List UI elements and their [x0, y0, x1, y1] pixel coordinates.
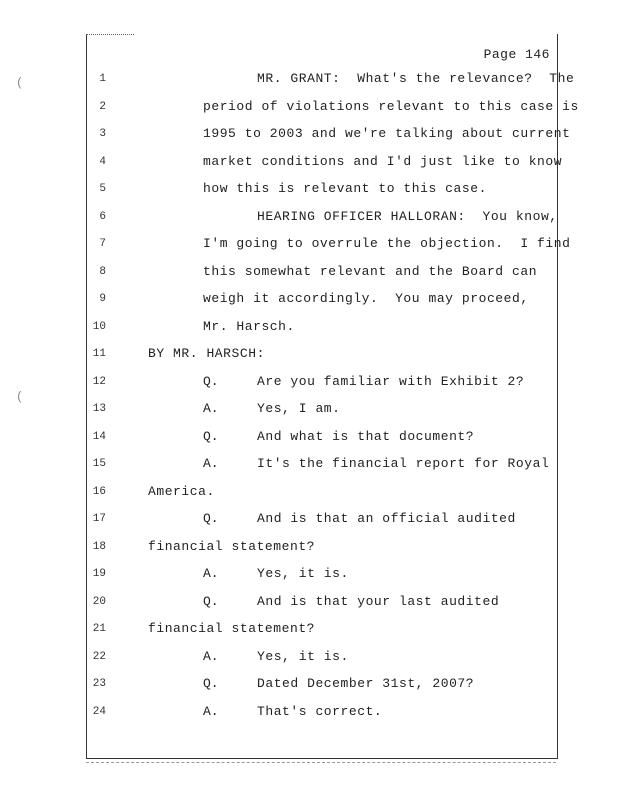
- line-text: 1995 to 2003 and we're talking about current: [203, 126, 571, 141]
- transcript-line: [0, 209, 618, 227]
- qa-marker: Q.: [203, 373, 219, 389]
- line-text: this somewhat relevant and the Board can: [203, 263, 538, 279]
- line-text: BY MR. HARSCH:: [148, 346, 265, 361]
- qa-marker: Q.: [203, 428, 219, 444]
- qa-marker: A.: [203, 703, 219, 719]
- transcript-line: [0, 511, 618, 529]
- line-number: 2: [99, 100, 106, 113]
- line-text: financial statement?: [148, 621, 316, 636]
- transcript-line: [0, 236, 618, 254]
- bottom-scan-line: [86, 762, 556, 763]
- transcript-line: [0, 594, 618, 612]
- transcript-line: [0, 676, 618, 694]
- transcript-line: [0, 484, 618, 502]
- line-text: I'm going to overrule the objection. I find: [203, 236, 571, 251]
- line-number: 18: [92, 540, 106, 553]
- line-text: Mr. Harsch.: [203, 318, 295, 334]
- line-number: 13: [92, 403, 106, 415]
- line-number: 16: [92, 485, 106, 498]
- line-text: Yes, I am.: [257, 401, 341, 416]
- qa-marker: Q.: [203, 511, 219, 526]
- line-number: 8: [99, 265, 106, 278]
- transcript-line: [0, 649, 618, 667]
- margin-scan-artifact: (: [16, 390, 24, 404]
- line-number: 6: [99, 210, 106, 223]
- qa-marker: Q.: [203, 676, 219, 691]
- line-text: Yes, it is.: [257, 566, 349, 581]
- line-number: 14: [92, 430, 106, 443]
- line-text: MR. GRANT: What's the relevance? The: [257, 71, 575, 86]
- line-number: 22: [92, 650, 106, 663]
- line-number: 9: [99, 293, 106, 305]
- transcript-line: [0, 346, 618, 364]
- line-text: Dated December 31st, 2007?: [257, 676, 475, 691]
- qa-marker: Q.: [203, 593, 219, 609]
- qa-marker: A.: [203, 648, 219, 664]
- line-text: That's correct.: [257, 703, 383, 719]
- transcript-line: [0, 71, 618, 89]
- transcript-line: [0, 126, 618, 144]
- line-number: 17: [92, 513, 106, 525]
- top-edge-mark: [86, 34, 134, 35]
- line-number: 21: [92, 623, 106, 635]
- line-text: period of violations relevant to this case is: [203, 98, 579, 114]
- line-text: And what is that document?: [257, 428, 475, 444]
- qa-marker: A.: [203, 456, 219, 471]
- page-number-header: Page 146: [483, 47, 550, 62]
- qa-marker: A.: [203, 566, 219, 581]
- line-text: weigh it accordingly. You may proceed,: [203, 291, 529, 306]
- line-text: HEARING OFFICER HALLORAN: You know,: [257, 208, 558, 224]
- line-text: America.: [148, 483, 215, 499]
- line-number: 5: [99, 183, 106, 195]
- transcript-line: [0, 621, 618, 639]
- line-text: And is that an official audited: [257, 511, 516, 526]
- line-text: financial statement?: [148, 538, 316, 554]
- line-text: And is that your last audited: [257, 593, 500, 609]
- line-text: It's the financial report for Royal: [257, 456, 550, 471]
- line-number: 15: [92, 458, 106, 470]
- line-number: 3: [99, 128, 106, 140]
- transcript-line: [0, 264, 618, 282]
- line-text: Are you familiar with Exhibit 2?: [257, 373, 525, 389]
- line-number: 19: [92, 568, 106, 580]
- line-number: 12: [92, 375, 106, 388]
- line-text: market conditions and I'd just like to know: [203, 153, 563, 169]
- transcript-line: [0, 99, 618, 117]
- qa-marker: A.: [203, 401, 219, 416]
- transcript-line: [0, 704, 618, 722]
- line-number: 1: [99, 73, 106, 85]
- margin-scan-artifact: (: [16, 76, 24, 90]
- transcript-line: [0, 401, 618, 419]
- transcript-line: [0, 181, 618, 199]
- line-number: 4: [99, 155, 106, 168]
- transcript-line: [0, 456, 618, 474]
- transcript-line: [0, 429, 618, 447]
- line-text: how this is relevant to this case.: [203, 181, 487, 196]
- line-number: 20: [92, 595, 106, 608]
- transcript-line: [0, 566, 618, 584]
- transcript-line: [0, 319, 618, 337]
- line-number: 10: [92, 320, 106, 333]
- transcript-line: [0, 291, 618, 309]
- line-number: 24: [92, 705, 106, 718]
- line-text: Yes, it is.: [257, 648, 349, 664]
- line-number: 11: [92, 348, 106, 360]
- transcript-line: [0, 154, 618, 172]
- line-number: 23: [92, 678, 106, 690]
- transcript-line: [0, 539, 618, 557]
- line-number: 7: [99, 238, 106, 250]
- transcript-line: [0, 374, 618, 392]
